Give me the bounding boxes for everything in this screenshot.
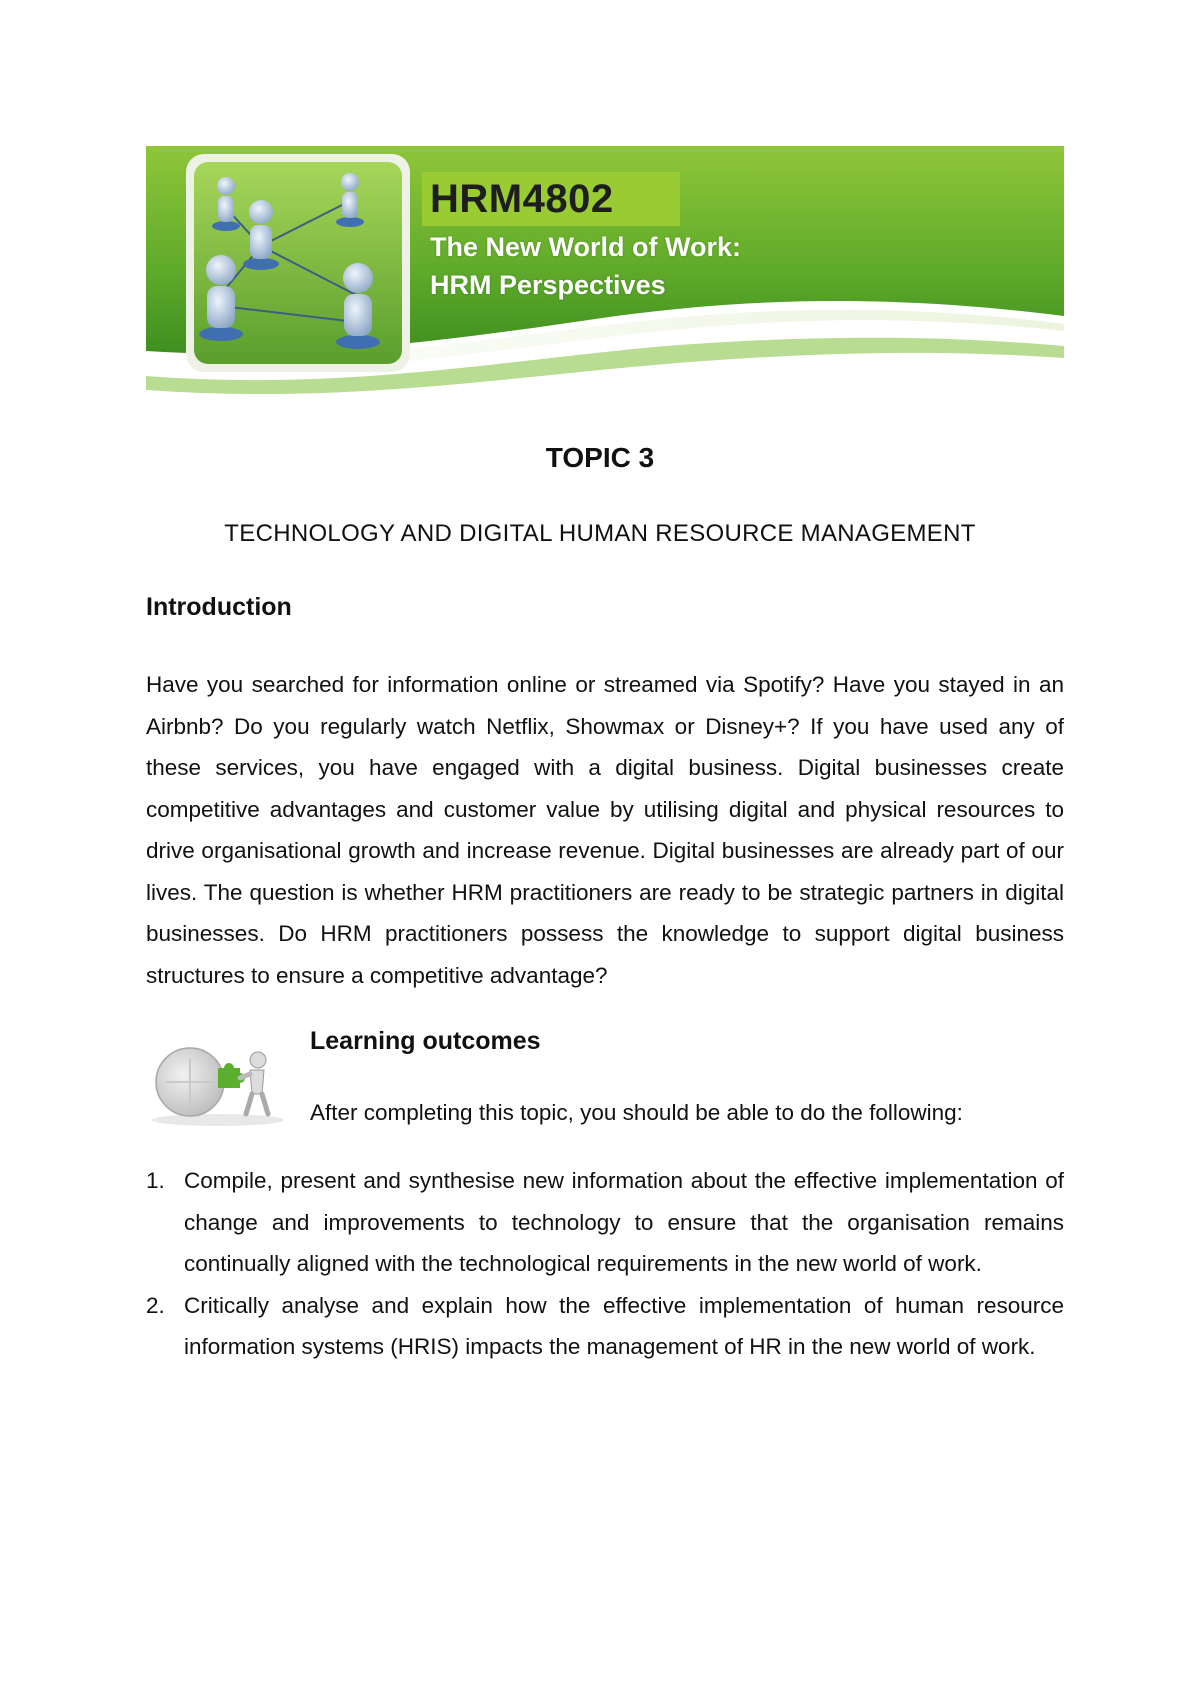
learning-outcomes-heading: Learning outcomes	[310, 1027, 541, 1055]
course-banner	[146, 146, 1064, 414]
page-title: TECHNOLOGY AND DIGITAL HUMAN RESOURCE MANAGEMENT	[224, 520, 976, 547]
course-code: HRM4802	[422, 172, 680, 226]
networked-people-icon	[186, 154, 410, 372]
learning-outcomes-list	[146, 1160, 1064, 1368]
list-item-number: 1.	[146, 1168, 165, 1193]
introduction-heading: Introduction	[146, 593, 292, 621]
list-item-number: 2.	[146, 1292, 165, 1318]
puzzle-person-icon	[146, 1038, 290, 1128]
list-item-text: Compile, present and synthesise new information about the effective implementation of change and improvements to technology to ensure that the organisation remains continually aligned with the technological requirements in the new world of work.	[184, 1168, 1064, 1276]
list-item	[146, 1285, 1064, 1368]
list-item	[146, 1160, 1064, 1285]
introduction-paragraph: Have you searched for information online or streamed via Spotify? Have you stayed in an Airbnb? Do you regularly watch Netflix, Showmax or Disney+? If you have used any of these services, you have engaged with a digital business. Digital businesses create competitive advantages and customer value by utilising digital and physical resources to drive organisational growth and increase revenue. Digital businesses are already part of our lives. The question is whether HRM practitioners are ready to be strategic partners in digital businesses. Do HRM practitioners possess the knowledge to support digital business structures to ensure a competitive advantage?	[146, 672, 1064, 988]
topic-label: TOPIC 3	[545, 442, 655, 473]
banner-subtitle-line2: HRM Perspectives	[430, 270, 666, 300]
list-item-text: Critically analyse and explain how the effective implementation of human resource information systems (HRIS) impacts the management of HR in the new world of work.	[184, 1292, 1064, 1359]
banner-subtitle-line1: The New World of Work:	[430, 232, 742, 262]
learning-outcomes-intro: After completing this topic, you should be able to do the following:	[310, 1100, 963, 1125]
